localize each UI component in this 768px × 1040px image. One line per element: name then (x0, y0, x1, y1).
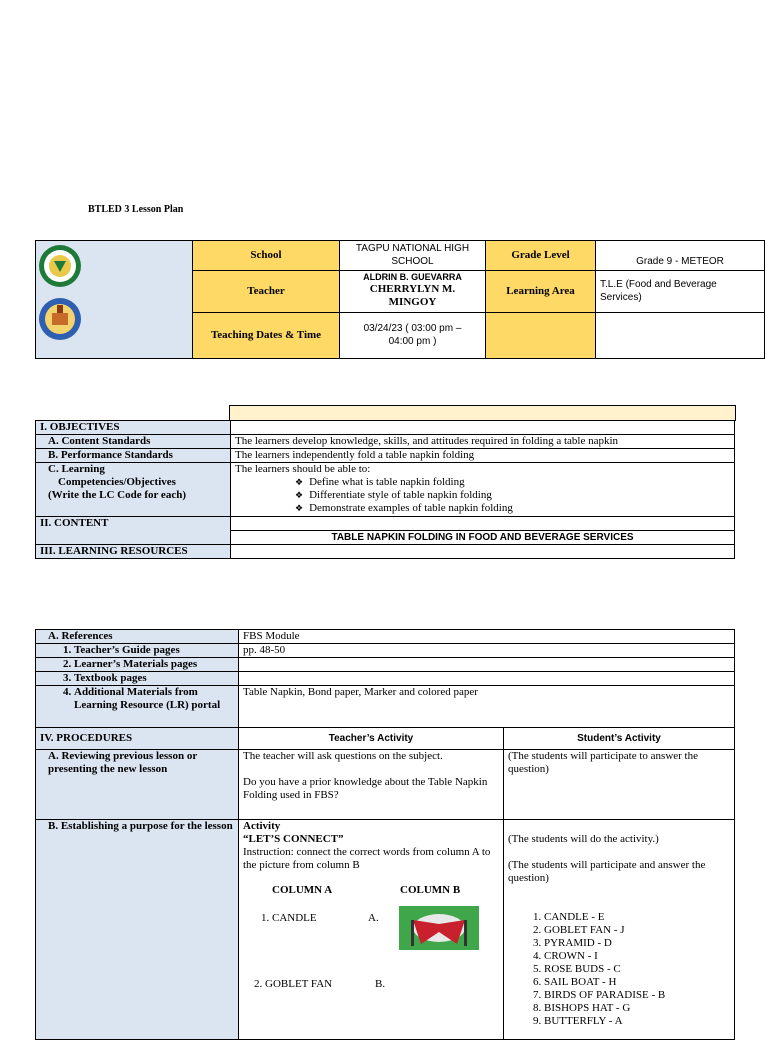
answer-item: 4. CROWN - I (544, 950, 730, 963)
lets-connect-title: “LET’S CONNECT” (243, 833, 344, 845)
area-label: Learning Area (486, 270, 596, 312)
competency-item: ❖ Differentiate style of table napkin folding (295, 489, 730, 502)
column-b-header: COLUMN B (400, 884, 461, 896)
content-label: II. CONTENT (36, 517, 231, 545)
step-b-teacher (239, 820, 504, 1040)
tb-label-text: 3. Textbook pages (74, 672, 234, 685)
answer-item: 3. PYRAMID - D (544, 937, 730, 950)
resources-empty (231, 545, 735, 559)
objectives-label: I. OBJECTIVES (36, 421, 231, 435)
resources-label: III. LEARNING RESOURCES (36, 545, 231, 559)
procedures-table (35, 629, 735, 1040)
step-a-teacher (239, 750, 504, 820)
empty-cell (596, 312, 765, 358)
column-a-header: COLUMN A (272, 884, 333, 896)
header-table (35, 240, 765, 359)
step-a-teacher-1: The teacher will ask questions on the subject. (243, 750, 443, 762)
column-a-item: 1. CANDLE (261, 912, 317, 924)
teacher-activity-header: Teacher’s Activity (239, 728, 504, 750)
lm-value (239, 658, 735, 672)
student-activity-header: Student’s Activity (504, 728, 735, 750)
step-a-teacher-2: Do you have a prior knowledge about the Table Napkin Folding used in FBS? (243, 776, 488, 801)
content-empty (231, 517, 735, 531)
step-b-label: B. Establishing a purpose for the lesson (36, 820, 239, 1040)
tb-value (239, 672, 735, 686)
competencies-intro: The learners should be able to: (235, 463, 371, 475)
document-title: BTLED 3 Lesson Plan (88, 204, 184, 215)
answer-item: 5. ROSE BUDS - C (544, 963, 730, 976)
tg-label-text: 1. Teacher’s Guide pages (74, 644, 234, 657)
competencies-label-1: C. Learning (48, 463, 105, 475)
teacher-value-2: CHERRYLYN M. MINGOY (369, 282, 456, 308)
step-b-student (504, 820, 735, 1040)
highlight-bar (229, 405, 736, 421)
step-b-student-2: (The students will participate and answer the question) (508, 859, 706, 884)
competencies-label-2: Competencies/Objectives (58, 476, 176, 488)
activity-label: Activity (243, 820, 281, 832)
additional-value: Table Napkin, Bond paper, Marker and colored paper (239, 686, 735, 728)
answers-list (508, 911, 730, 1028)
answer-item: 1. CANDLE - E (544, 911, 730, 924)
answer-item: 8. BISHOPS HAT - G (544, 1002, 730, 1015)
performance-standards-label: B. Performance Standards (36, 449, 231, 463)
tg-label (36, 644, 239, 658)
teacher-label: Teacher (193, 270, 340, 312)
teacher-cell (340, 270, 486, 312)
tg-value: pp. 48-50 (239, 644, 735, 658)
answer-item: 9. BUTTERFLY - A (544, 1015, 730, 1028)
napkin-candle-image-icon (399, 906, 479, 950)
grade-value: Grade 9 - METEOR (596, 241, 765, 271)
school-label: School (193, 241, 340, 271)
competency-item: ❖ Demonstrate examples of table napkin folding (295, 502, 730, 515)
answer-item: 2. GOBLET FAN - J (544, 924, 730, 937)
lm-label-text: 2. Learner’s Materials pages (74, 658, 234, 671)
performance-standards-value: The learners independently fold a table napkin folding (231, 449, 735, 463)
lm-label (36, 658, 239, 672)
column-a-item: 2. GOBLET FAN (254, 978, 333, 990)
content-standards-label: A. Content Standards (36, 435, 231, 449)
dates-empty-cell (486, 312, 596, 358)
teacher-value-1: ALDRIN B. GUEVARRA (363, 271, 462, 282)
objectives-empty (231, 421, 735, 435)
dates-value: 03/24/23 ( 03:00 pm – 04:00 pm ) (340, 312, 486, 358)
objectives-table (35, 420, 735, 559)
column-b-letter: A. (368, 912, 379, 924)
competencies-label-3: (Write the LC Code for each) (48, 489, 186, 501)
competencies-list (235, 476, 730, 515)
step-b-student-1: (The students will do the activity.) (508, 833, 659, 845)
tb-label (36, 672, 239, 686)
logo-cell (36, 241, 193, 359)
competencies-label (36, 463, 231, 517)
matching-area (243, 884, 499, 1024)
school-value: TAGPU NATIONAL HIGH SCHOOL (340, 241, 486, 271)
competency-item: ❖ Define what is table napkin folding (295, 476, 730, 489)
answer-item: 6. SAIL BOAT - H (544, 976, 730, 989)
additional-label (36, 686, 239, 728)
grade-label: Grade Level (486, 241, 596, 271)
area-value: T.L.E (Food and Beverage Services) (596, 270, 765, 312)
content-value: TABLE NAPKIN FOLDING IN FOOD AND BEVERAGE SERVICES (231, 531, 735, 545)
school-logo-icon (36, 241, 136, 353)
step-a-label: A. Reviewing previous lesson or presenting the new lesson (36, 750, 239, 820)
answer-item: 7. BIRDS OF PARADISE - B (544, 989, 730, 1002)
step-a-student: (The students will participate to answer the question) (504, 750, 735, 820)
references-value: FBS Module (239, 630, 735, 644)
column-b-letter: B. (375, 978, 386, 990)
instruction-text: Instruction: connect the correct words from column A to the picture from column B (243, 846, 491, 871)
competencies-value (231, 463, 735, 517)
dates-label: Teaching Dates & Time (193, 312, 340, 358)
procedures-label: IV. PROCEDURES (36, 728, 239, 750)
references-label: A. References (36, 630, 239, 644)
content-standards-value: The learners develop knowledge, skills, and attitudes required in folding a table napkin (231, 435, 735, 449)
additional-label-text: 4. Additional Materials from Learning Resource (LR) portal (74, 686, 234, 712)
